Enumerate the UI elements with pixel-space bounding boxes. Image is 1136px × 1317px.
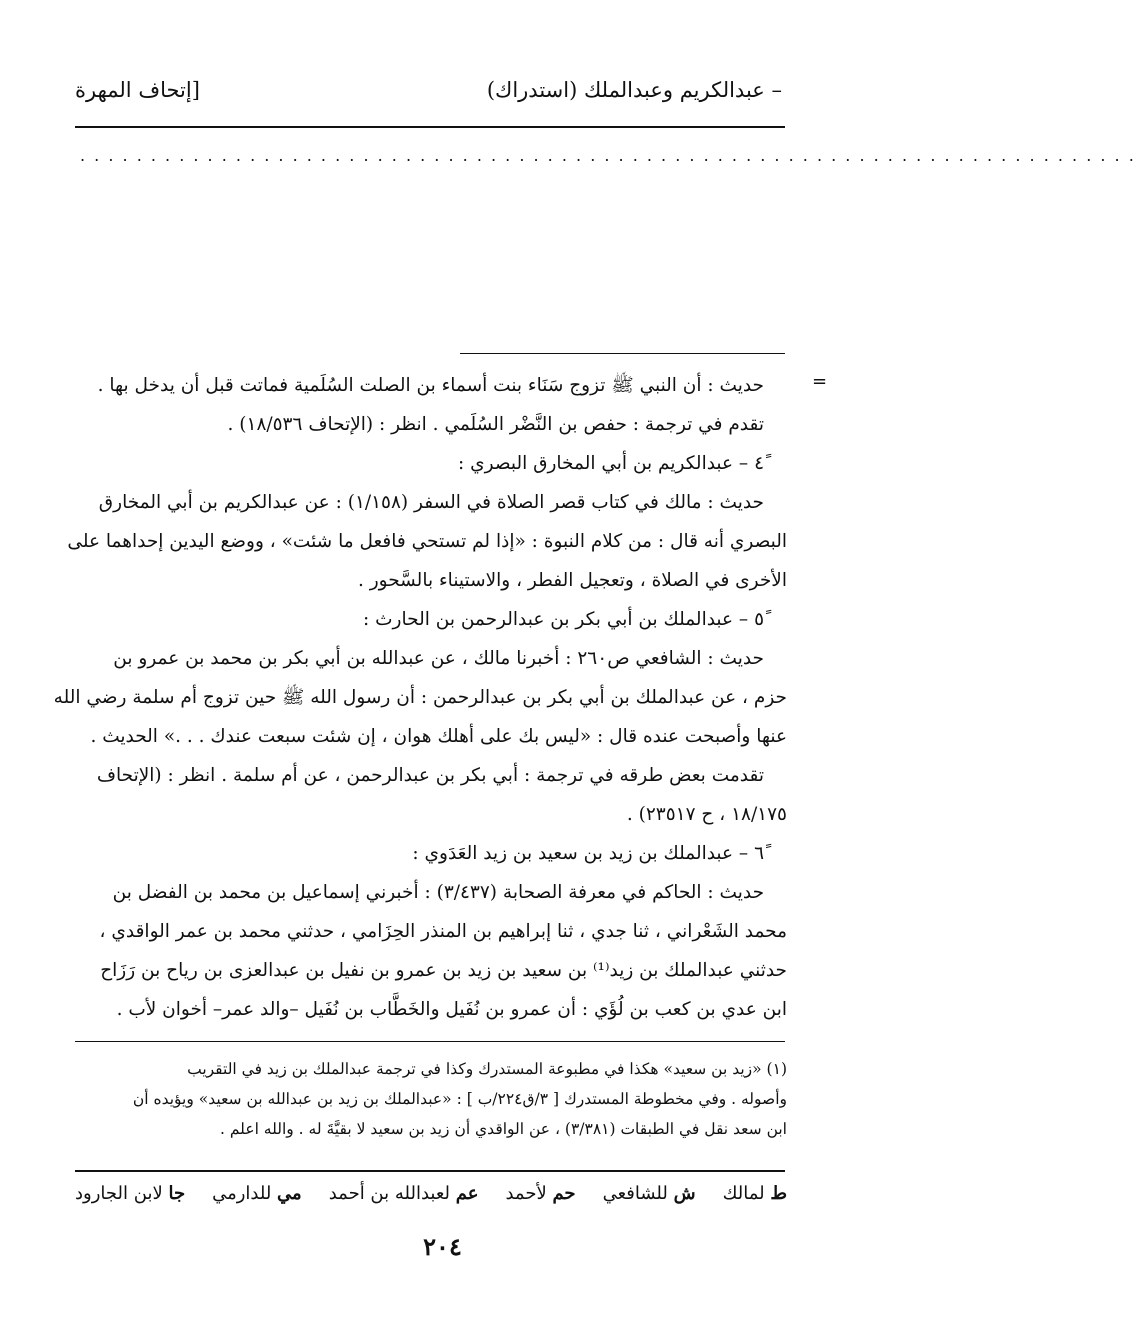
text-line: ابن عدي بن كعب بن لُؤَي : أن عمرو بن نُفَيل والخَطَّاب بن نُفَيل –والد عمر– أخوان لأب . (116, 999, 787, 1020)
text-line: محمد الشَعْراني ، ثنا جدي ، ثنا إبراهيم بن المنذر الحِزَامي ، حدثني محمد بن عمر الواقدي ، (99, 921, 787, 942)
abbr-text: لعبدالله بن أحمد (328, 1183, 456, 1204)
abbr-code: جا (168, 1183, 186, 1204)
abbr-code: مي (277, 1183, 302, 1204)
abbr-item (603, 1183, 696, 1204)
text-line: عنها وأصبحت عنده قال : «ليس بك على أهلك هوان ، إن شئت سبعت عندك . . .» الحديث . (90, 726, 787, 747)
text-line: حديث : أن النبي ﷺ تزوج سَنَاء بنت أسماء بن الصلت السُلَمية فماتت قبل أن يدخل بها . (97, 375, 764, 396)
footnote-line: وأصوله . وفي مخطوطة المستدرك [ ٣/ق٢٢٤/ب ] : «عبدالملك بن زيد بن عبدالله بن سعيد» ويؤيده أن (132, 1090, 787, 1108)
abbr-text: لأحمد (505, 1183, 553, 1204)
text-line: حديث : الحاكم في معرفة الصحابة (٣/٤٣٧) : أخبرني إسماعيل بن محمد بن الفضل بن (112, 882, 764, 903)
running-header-title: – عبدالكريم وعبدالملك (استدراك) (486, 78, 782, 102)
dotted-separator: . . . . . . . . . . . . . . . . . . . . . . . . . . . . . . . . . . . . . . . . . . . . . . . . . . . . . . . . . . . . . . . . . . . . . . . . . . . (80, 146, 1136, 165)
abbr-code: ط (770, 1183, 787, 1204)
abbr-code: حم (552, 1183, 576, 1204)
text-line: تقدم في ترجمة : حفص بن النَّضْر السُلَمي . انظر : (الإتحاف ١٨/٥٣٦) . (227, 414, 764, 435)
abbr-code: ش (673, 1183, 696, 1204)
footnote-rule (75, 1041, 785, 1042)
text-line: حزم ، عن عبدالملك بن أبي بكر بن عبدالرحمن : أن رسول الله ﷺ حين تزوج أم سلمة رضي الله (53, 687, 787, 708)
main-text (53, 366, 787, 1029)
abbr-item (505, 1183, 575, 1204)
footnote (75, 1054, 787, 1144)
running-header-book: [إتحاف المهرة (75, 78, 200, 102)
abbr-item (75, 1183, 185, 1204)
text-line: الأخرى في الصلاة ، وتعجيل الفطر ، والاستيناء بالسَّحور . (357, 570, 787, 591)
abbreviations-rule (75, 1170, 785, 1172)
abbr-item (329, 1183, 479, 1204)
footnote-line: ابن سعد نقل في الطبقات (٣/٣٨١) ، عن الواقدي أن زيد بن سعيد لا بقيَّةَ له . والله اعلم . (220, 1120, 787, 1138)
text-line: ١٨/١٧٥ ، ح ٢٣٥١٧) . (626, 804, 787, 825)
text-line: حدثني عبدالملك بن زيد⁽¹⁾ بن سعيد بن زيد بن عمرو بن نفيل بن عبدالعزى بن رياح بن رَزَاح (100, 960, 787, 981)
text-line: البصري أنه قال : من كلام النبوة : «إذا لم تستحي فافعل ما شئت» ، ووضع اليدين إحداهما على (67, 531, 787, 552)
abbr-text: لمالك (722, 1183, 771, 1204)
page-number: ٢٠٤ (423, 1232, 462, 1261)
abbr-text: للشافعي (602, 1183, 674, 1204)
text-line: تقدمت بعض طرقه في ترجمة : أبي بكر بن عبدالرحمن ، عن أم سلمة . انظر : (الإتحاف (96, 765, 764, 786)
entry-heading: ٦ً – عبدالملك بن زيد بن سعيد بن زيد العَدَوي : (412, 843, 764, 864)
footnote-line: (١) «زيد بن سعيد» هكذا في مطبوعة المستدرك وكذا في ترجمة عبدالملك بن زيد في التقريب (187, 1060, 787, 1078)
abbreviations-key (75, 1183, 787, 1204)
abbr-item (723, 1183, 787, 1204)
abbr-text: لابن الجارود (75, 1183, 169, 1204)
abbr-code: عم (455, 1183, 479, 1204)
text-line: حديث : الشافعي ص٢٦٠ : أخبرنا مالك ، عن عبدالله بن أبي بكر بن محمد بن عمرو بن (113, 648, 764, 669)
abbr-text: للدارمي (212, 1183, 278, 1204)
section-rule (460, 353, 785, 354)
entry-heading: ٥ً – عبدالملك بن أبي بكر بن عبدالرحمن بن الحارث : (363, 609, 764, 630)
abbr-item (212, 1183, 302, 1204)
entry-heading: ٤ً – عبدالكريم بن أبي المخارق البصري : (458, 453, 764, 474)
header-rule (75, 126, 785, 128)
continuation-mark: = (812, 371, 828, 392)
text-line: حديث : مالك في كتاب قصر الصلاة في السفر (١/١٥٨) : عن عبدالكريم بن أبي المخارق (98, 492, 764, 513)
